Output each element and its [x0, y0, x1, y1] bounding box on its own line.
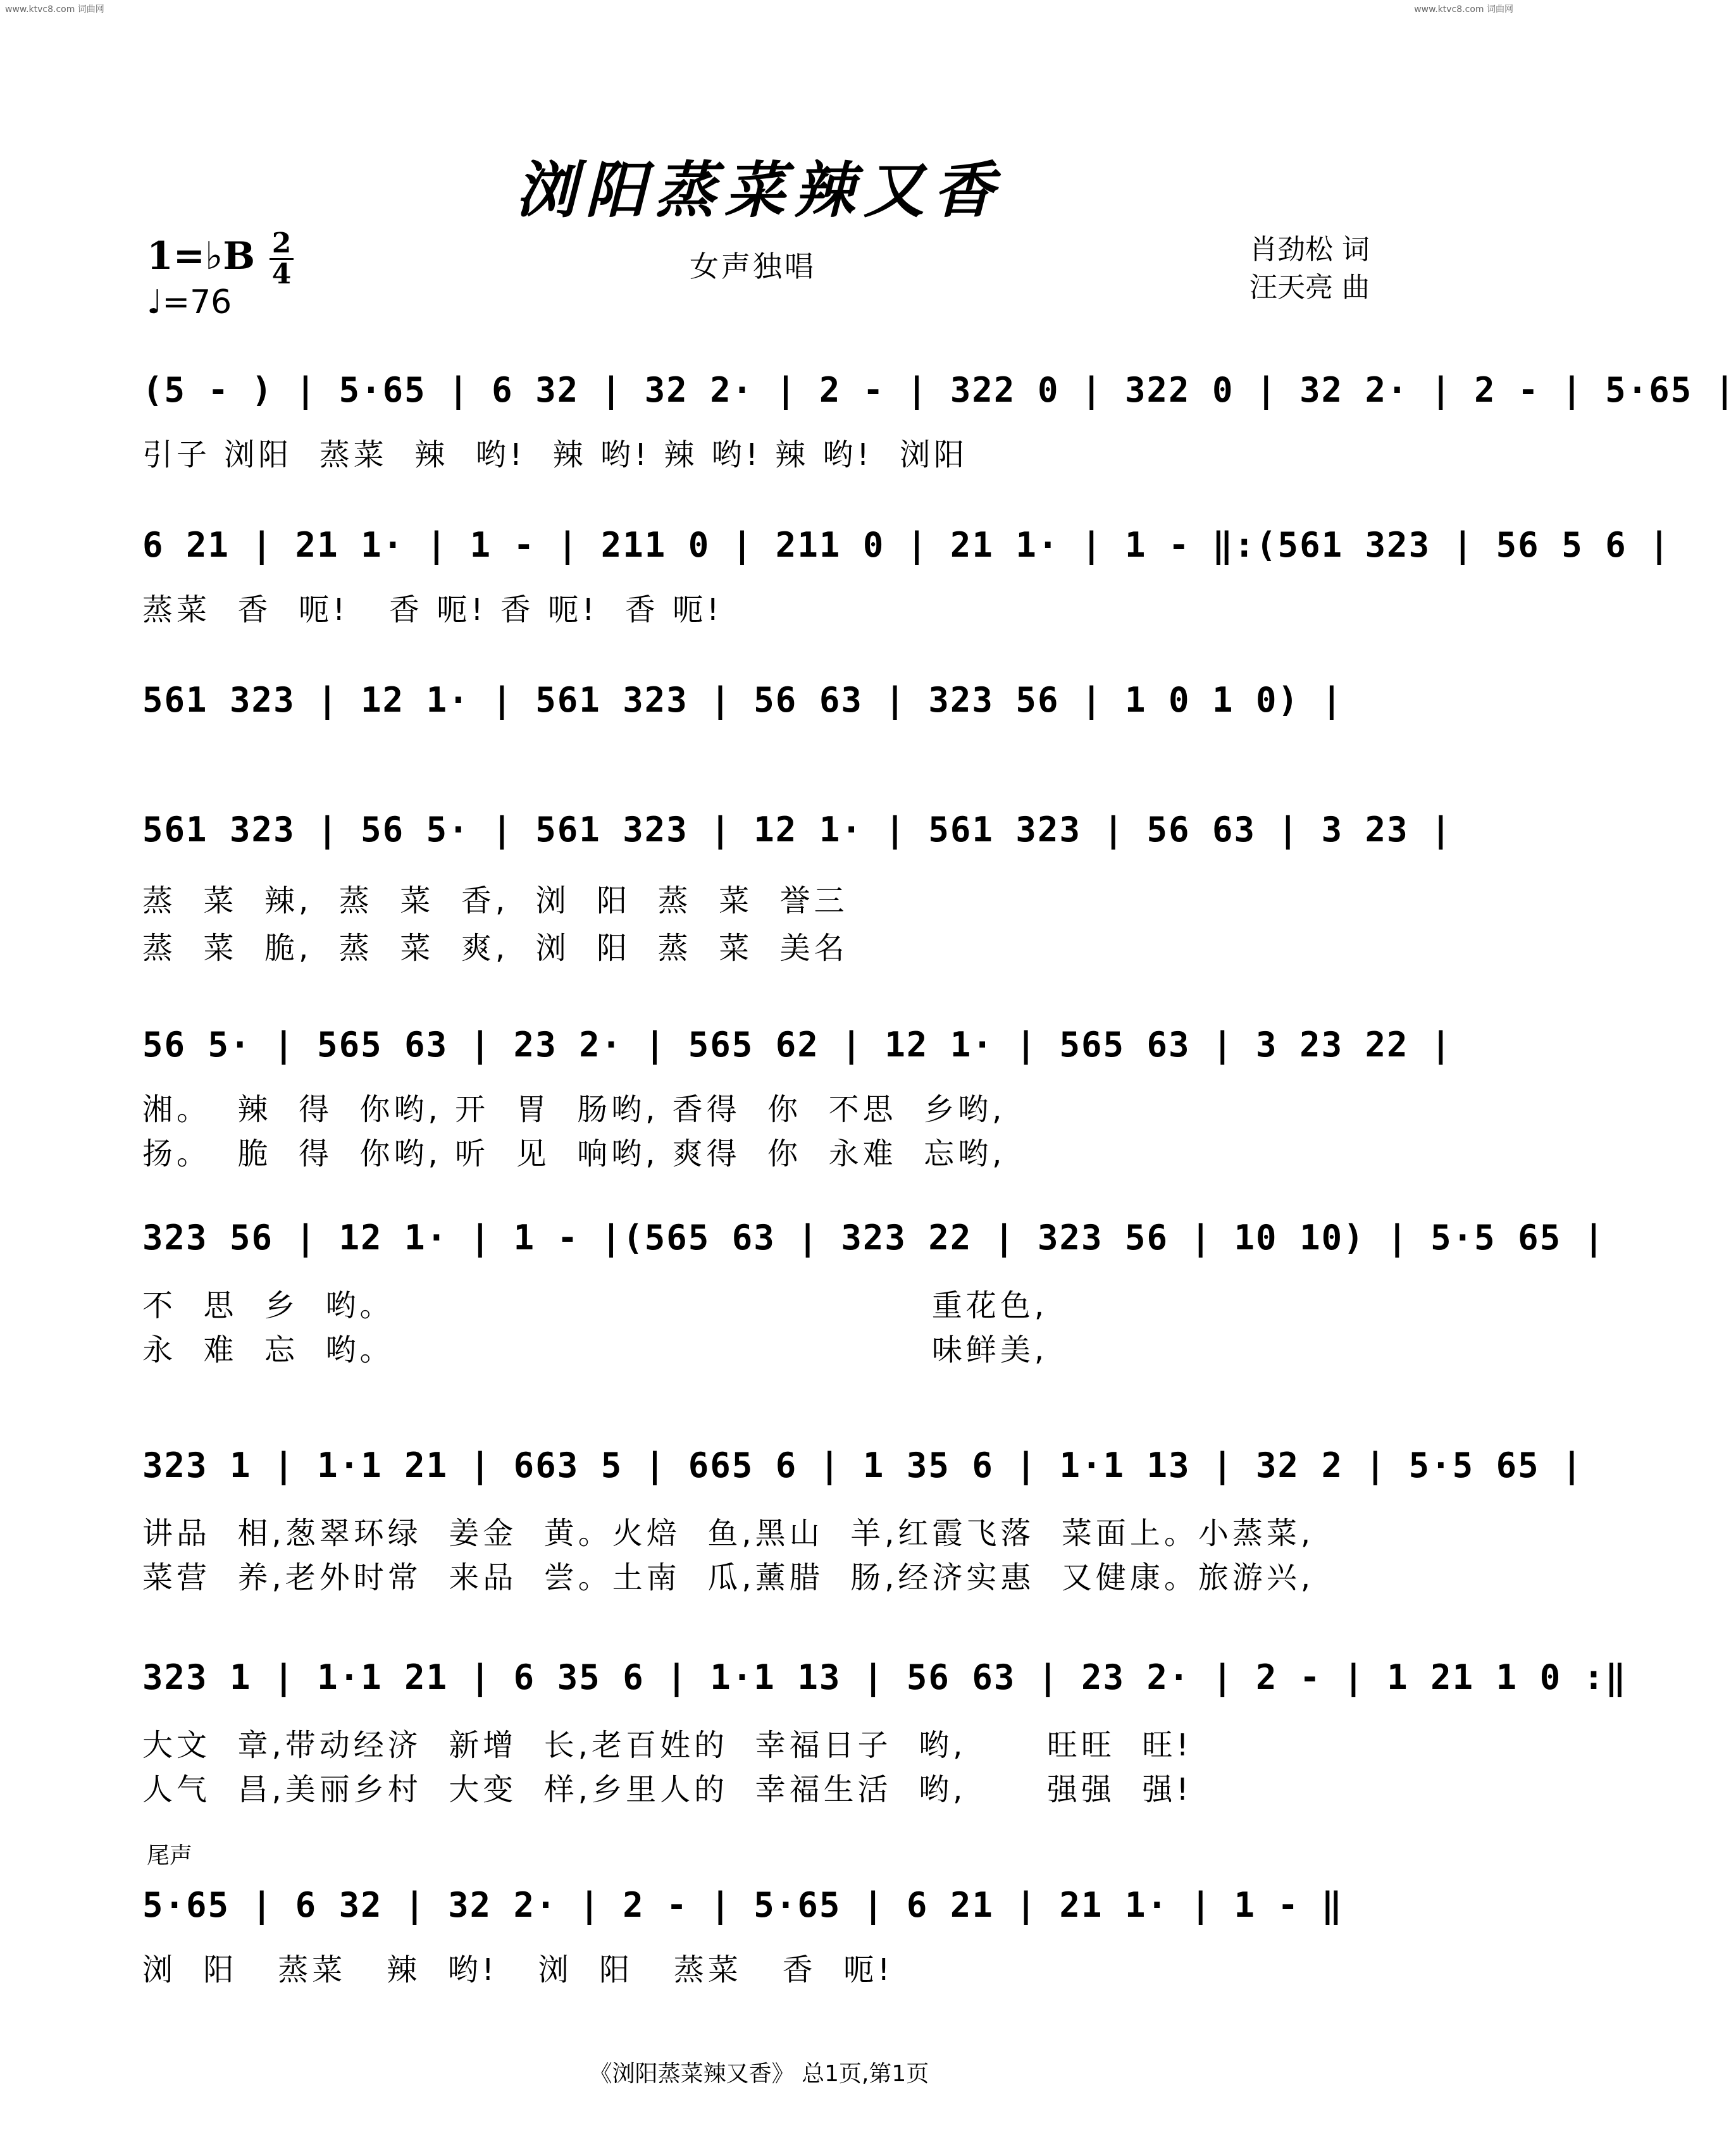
lyric-line: 扬。 脆 得 你哟, 听 见 响哟, 爽得 你 永难 忘哟, — [142, 1136, 1006, 1172]
watermark-right: www.ktvc8.com 词曲网 — [1414, 4, 1513, 15]
lyric-line: 永 难 忘 哟。 味鲜美, — [142, 1332, 1048, 1368]
lyric-line: 不 思 乡 哟。 重花色, — [142, 1288, 1048, 1323]
notation-line: 6 21 | 21 1· | 1 - | 211 0 | 211 0 | 21 1· | 1 - ‖:(561 323 | 56 5 6 | — [142, 525, 1671, 565]
notation-line: 5·65 | 6 32 | 32 2· | 2 - | 5·65 | 6 21 | 21 1· | 1 - ‖ — [142, 1885, 1344, 1925]
time-signature-bottom: 4 — [271, 258, 292, 290]
composer-credit: 汪天亮 曲 — [1249, 271, 1370, 304]
key-signature: 1=♭B — [147, 234, 256, 278]
time-signature — [266, 229, 297, 289]
notation-line: 323 1 | 1·1 21 | 6 35 6 | 1·1 13 | 56 63 | 23 2· | 2 - | 1 21 1 0 :‖ — [142, 1657, 1627, 1697]
notation-line: 323 56 | 12 1· | 1 - |(565 63 | 323 22 | 323 56 | 10 10) | 5·5 65 | — [142, 1218, 1606, 1258]
lyric-line: 浏 阳 蒸菜 辣 哟! 浏 阳 蒸菜 香 呃! — [142, 1952, 894, 1988]
time-signature-top: 2 — [271, 227, 292, 259]
notation-line: 56 5· | 565 63 | 23 2· | 565 62 | 12 1· | 565 63 | 3 23 22 | — [142, 1025, 1453, 1065]
lyric-line: 引子 浏阳 蒸菜 辣 哟! 辣 哟! 辣 哟! 辣 哟! 浏阳 — [142, 437, 969, 473]
lyric-line: 蒸 菜 脆, 蒸 菜 爽, 浏 阳 蒸 菜 美名 — [142, 931, 848, 966]
lyric-line: 蒸 菜 辣, 蒸 菜 香, 浏 阳 蒸 菜 誉三 — [142, 883, 848, 919]
lyric-line: 大文 章,带动经济 新增 长,老百姓的 幸福日子 哟, 旺旺 旺! — [142, 1728, 1193, 1763]
performance-type: 女声独唱 — [690, 249, 816, 283]
watermark-left: www.ktvc8.com 词曲网 — [5, 4, 104, 15]
lyric-line: 讲品 相,葱翠环绿 姜金 黄。火焙 鱼,黑山 羊,红霞飞落 菜面上。小蒸菜, — [142, 1516, 1315, 1551]
song-title: 浏阳蒸菜辣又香 — [516, 154, 1003, 226]
coda-label: 尾声 — [147, 1843, 193, 1869]
lyric-line: 湘。 辣 得 你哟, 开 胃 肠哟, 香得 你 不思 乡哟, — [142, 1092, 1006, 1127]
notation-line: 561 323 | 56 5· | 561 323 | 12 1· | 561 323 | 56 63 | 3 23 | — [142, 810, 1453, 850]
notation-line: 323 1 | 1·1 21 | 663 5 | 665 6 | 1 35 6 | 1·1 13 | 32 2 | 5·5 65 | — [142, 1445, 1584, 1485]
lyric-line: 菜营 养,老外时常 来品 尝。土南 瓜,薰腊 肠,经济实惠 又健康。旅游兴, — [142, 1560, 1315, 1595]
page-footer: 《浏阳蒸菜辣又香》 总1页,第1页 — [589, 2061, 929, 2087]
lyricist-credit: 肖劲松 词 — [1249, 233, 1370, 266]
lyric-line: 人气 昌,美丽乡村 大变 样,乡里人的 幸福生活 哟, 强强 强! — [142, 1772, 1193, 1807]
notation-line: 561 323 | 12 1· | 561 323 | 56 63 | 323 56 | 1 0 1 0) | — [142, 680, 1344, 720]
tempo-marking: ♩=76 — [147, 283, 232, 321]
lyric-line: 蒸菜 香 呃! 香 呃! 香 呃! 香 呃! — [142, 592, 723, 628]
notation-line: (5 - ) | 5·65 | 6 32 | 32 2· | 2 - | 322 0 | 322 0 | 32 2· | 2 - | 5·65 | — [142, 370, 1736, 410]
